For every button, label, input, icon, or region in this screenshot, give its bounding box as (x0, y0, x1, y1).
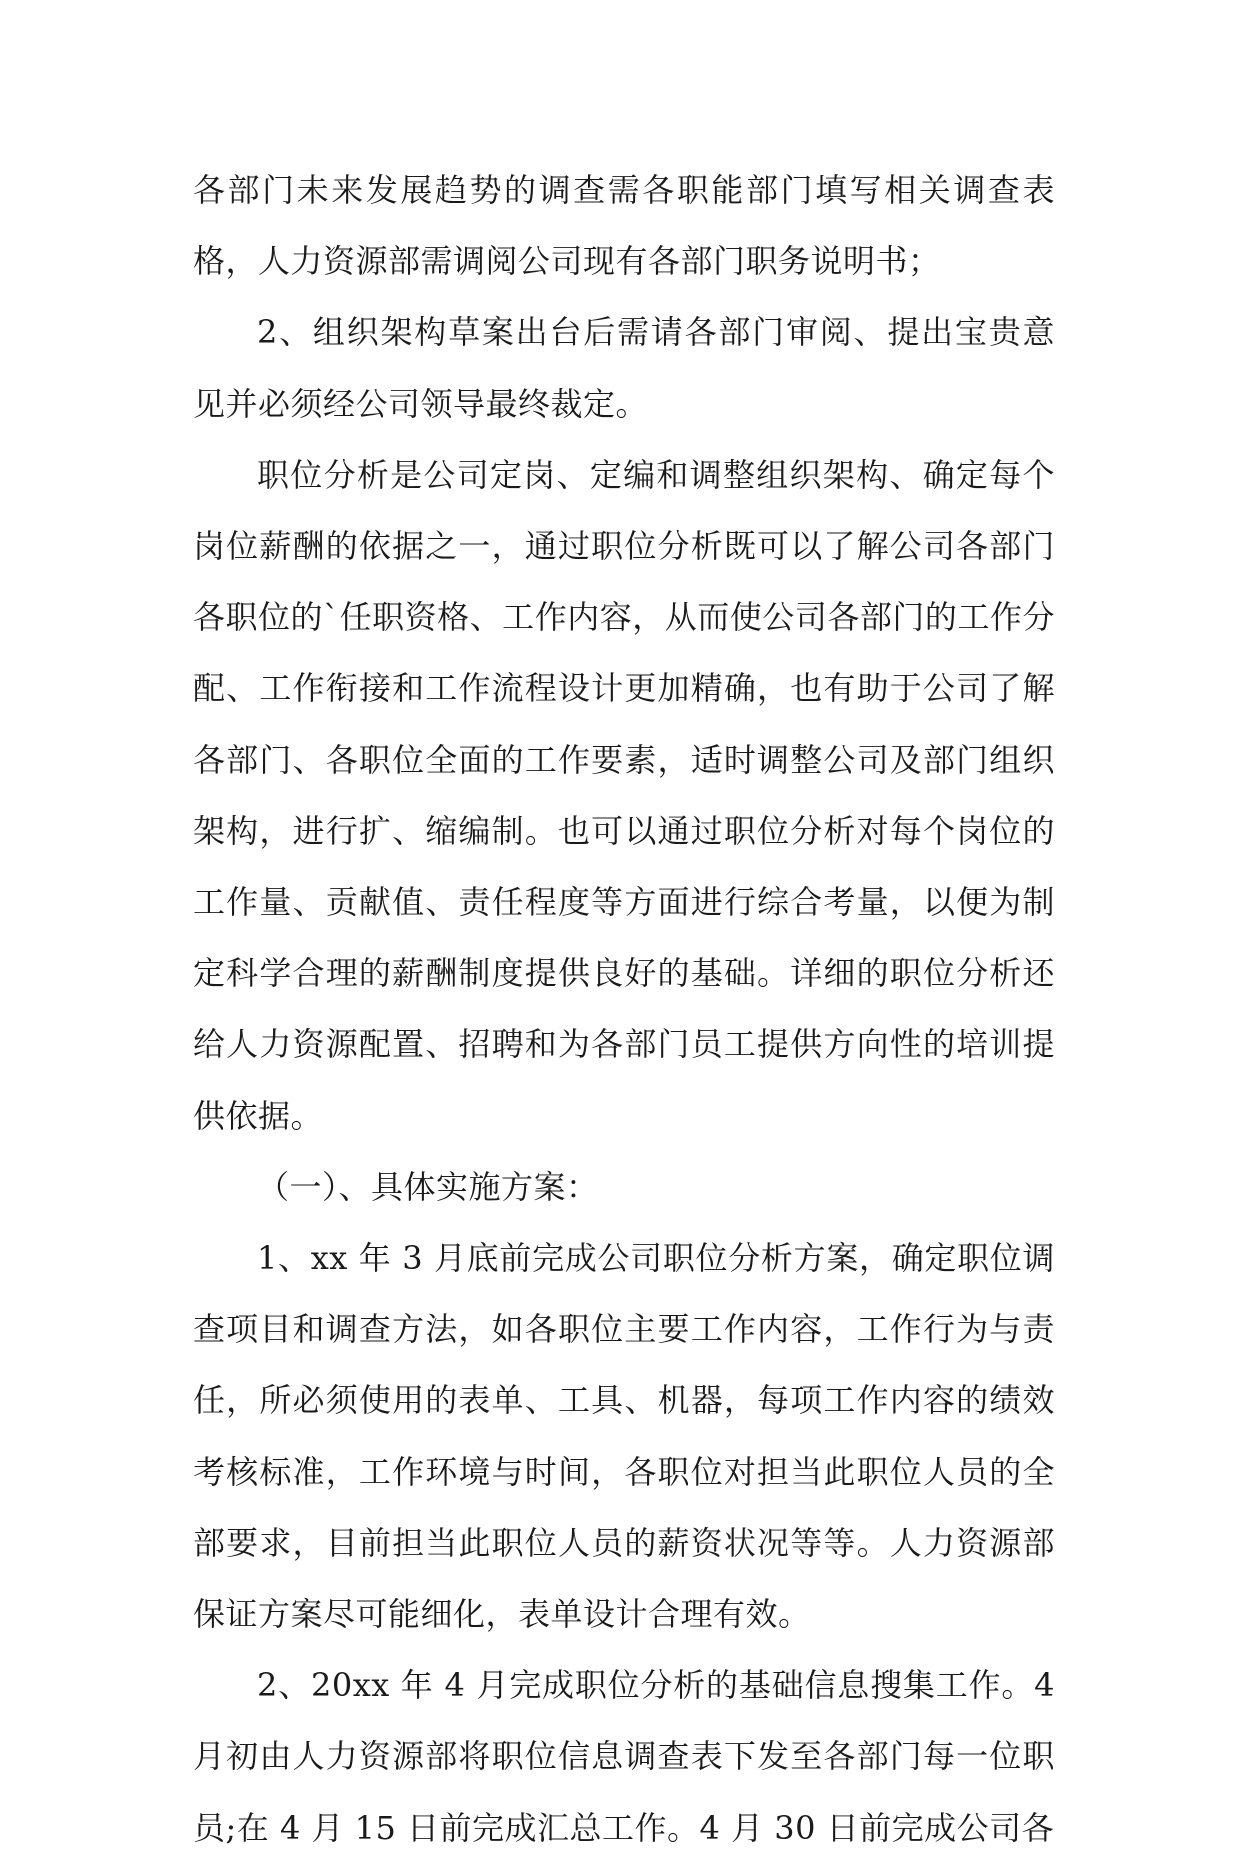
paragraph-6: 2、20xx 年 4 月完成职位分析的基础信息搜集工作。4 月初由人力资源部将职位信息调查表下发至各部门每一位职员;在 4 月 15 日前完成汇总工作。4 月 30 日前完成公司各 (193, 1666, 1055, 1847)
paragraph-3: 职位分析是公司定岗、定编和调整组织架构、确定每个岗位薪酬的依据之一，通过职位分析既可以了解公司各部门各职位的`任职资格、工作内容，从而使公司各部门的工作分配、工作衔接和工作流程设计更加精确，也有助于公司了解各部门、各职位全面的工作要素，适时调整公司及部门组织架构，进行扩、缩编制。也可以通过职位分析对每个岗位的工作量、贡献值、责任程度等方面进行综合考量，以便为制定科学合理的薪酬制度提供良好的基础。详细的职位分析还给人力资源配置、招聘和为各部门员工提供方向性的培训提供依据。 (193, 455, 1055, 1135)
paragraph-2: 2、组织架构草案出台后需请各部门审阅、提出宝贵意见并必须经公司领导最终裁定。 (193, 313, 1055, 423)
paragraph-1: 各部门未来发展趋势的调查需各职能部门填写相关调查表格，人力资源部需调阅公司现有各部门职务说明书； (193, 171, 1055, 281)
section-heading: （一）、具体实施方案： (257, 1167, 599, 1206)
paragraph-5: 1、xx 年 3 月底前完成公司职位分析方案，确定职位调查项目和调查方法，如各职位主要工作内容，工作行为与责任，所必须使用的表单、工具、机器，每项工作内容的绩效考核标准，工作环境与时间，各职位对担当此职位人员的全部要求，目前担当此职位人员的薪资状况等等。人力资源部保证方案尽可能细化，表单设计合理有效。 (193, 1239, 1055, 1634)
document-page (193, 155, 1055, 1864)
